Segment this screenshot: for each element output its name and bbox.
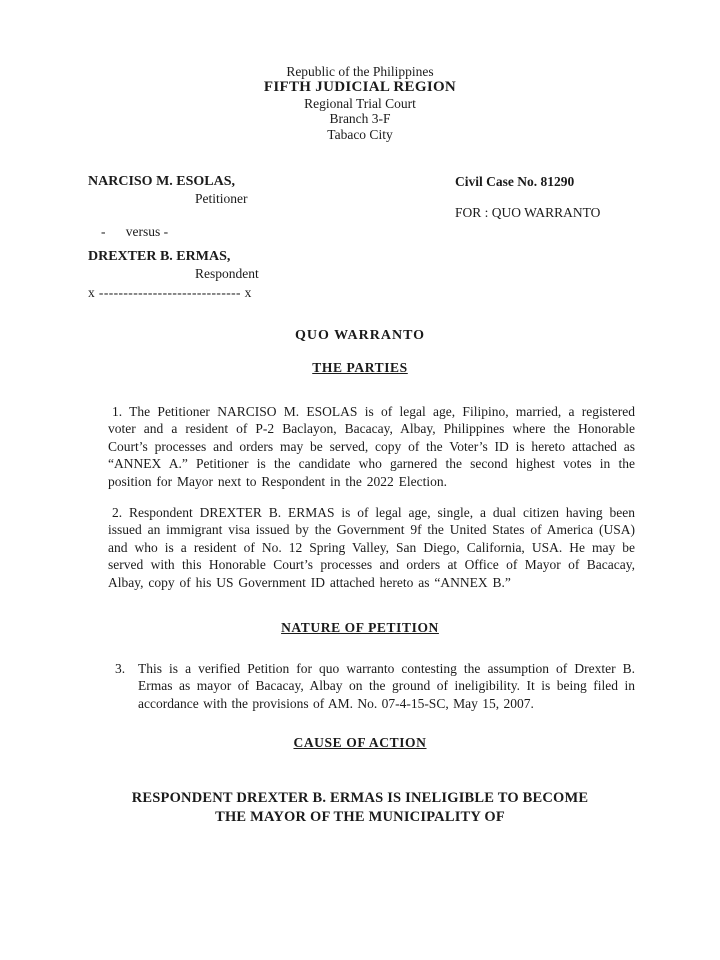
paragraph-2-respondent: 2. Respondent DREXTER B. ERMAS is of legal age, single, a dual citizen having been issued an immigrant visa issued by the Government 9f the United States of America (USA) and who is a resident of No. 12 Spring Valley, San Diego, California, USA. He may be served with this Honorable Court’s processes and orders at Office of Mayor of Bacacay, Albay, copy of his US Government ID attached hereto as “ANNEX B.” (108, 505, 635, 590)
section-heading-nature-of-petition: NATURE OF PETITION (281, 620, 439, 636)
paragraph-3-number: 3. (115, 661, 126, 677)
petitioner-role: Petitioner (195, 190, 248, 206)
case-number: Civil Case No. 81290 (455, 173, 575, 189)
header-branch: Branch 3-F (329, 111, 391, 127)
section-heading-cause-of-action: CAUSE OF ACTION (293, 735, 427, 751)
section-heading-the-parties: THE PARTIES (312, 359, 408, 375)
header-judicial-region: FIFTH JUDICIAL REGION (263, 78, 457, 95)
header-country: Republic of the Philippines (286, 64, 434, 79)
header-court-name: Regional Trial Court (304, 95, 416, 111)
case-caption (88, 174, 635, 301)
paragraph-3-text: This is a verified Petition for quo warranto contesting the assumption of Drexter B. Ermas as mayor of Bacacay, Albay on the ground of ineligibility. It is being filed in accordance with the provisions of AM. No. 07-4-15-SC, May 15, 2007. (138, 661, 635, 711)
header-city: Tabaco City (327, 127, 393, 143)
case-info (455, 174, 600, 221)
respondent-name: DREXTER B. ERMAS, (88, 248, 231, 264)
court-header (0, 0, 720, 143)
paragraph-1-petitioner: 1. The Petitioner NARCISO M. ESOLAS is of legal age, Filipino, married, a registered voter and a resident of P-2 Baclayon, Bacacay, Albay, Philippines where the Honorable Court’s processes and orders may be served, copy of the Voter’s ID is hereto attached as “ANNEX A.” Petitioner is the candidate who garnered the second highest votes in the position for Mayor next to Respondent in the 2022 Election. (108, 403, 635, 489)
case-type: FOR : QUO WARRANTO (455, 204, 601, 220)
versus-line: - versus - (101, 223, 169, 239)
respondent-role: Respondent (195, 265, 259, 281)
caption-separator-line: x ----------------------------- x (88, 284, 252, 300)
petitioner-name: NARCISO M. ESOLAS, (88, 173, 236, 189)
cause-of-action-statement: RESPONDENT DREXTER B. ERMAS IS INELIGIBLE TO BECOME THE MAYOR OF THE MUNICIPALITY OF (131, 790, 589, 826)
document-title: QUO WARRANTO (294, 327, 426, 343)
paragraph-3-nature (115, 660, 635, 712)
